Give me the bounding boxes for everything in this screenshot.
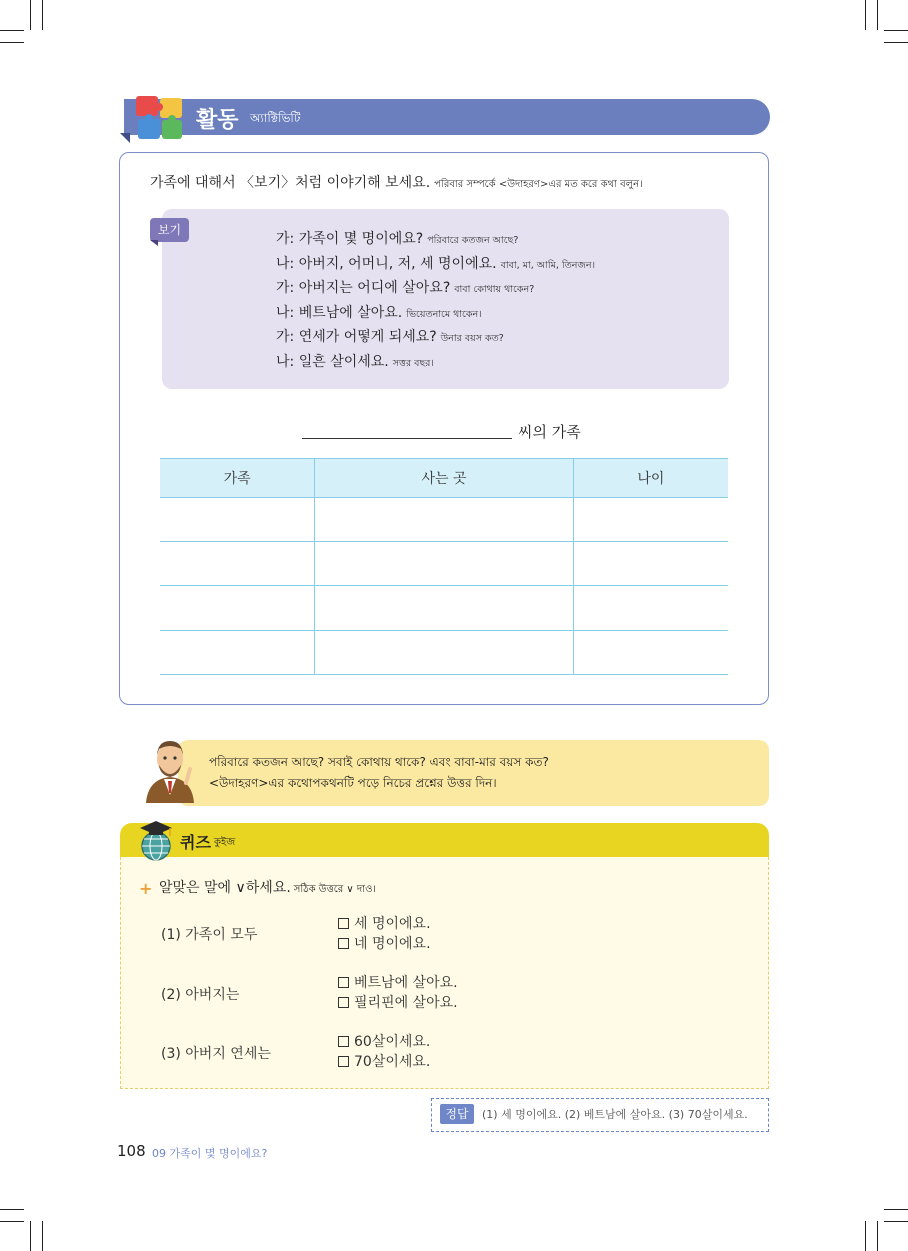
teacher-icon	[138, 735, 202, 805]
plus-icon: +	[139, 879, 153, 898]
table-cell[interactable]	[573, 498, 728, 542]
option-label: 네 명이에요.	[354, 936, 431, 952]
dialogue-line	[276, 228, 595, 253]
example-tag-fold	[150, 240, 158, 246]
activity-instruction	[150, 172, 643, 194]
example-dialogue	[276, 228, 595, 375]
name-blank-line[interactable]	[302, 438, 512, 439]
quiz-option[interactable]	[338, 934, 431, 954]
dialogue-line	[276, 253, 595, 278]
dialogue-bengali: বাবা কোথায় থাকেন?	[454, 284, 535, 295]
dialogue-line	[276, 302, 595, 327]
checkbox[interactable]	[338, 1036, 349, 1047]
crop-mark	[0, 1209, 24, 1210]
quiz-question: (2) 아버지는	[161, 987, 240, 1003]
option-label: 60살이세요.	[354, 1034, 431, 1050]
guide-note-text	[209, 752, 549, 794]
example-tag: 보기	[150, 218, 189, 242]
quiz-question: (1) 가족이 모두	[161, 927, 258, 943]
option-label: 70살이세요.	[354, 1054, 431, 1070]
quiz-instruction-korean: 알맞은 말에 ∨하세요.	[159, 880, 291, 896]
option-label: 필리핀에 살아요.	[354, 995, 458, 1011]
crop-mark	[884, 1209, 908, 1210]
table-header: 사는 곳	[315, 459, 573, 498]
dialogue-bengali: সত্তর বছর।	[392, 357, 434, 369]
quiz-options	[338, 1032, 430, 1072]
crop-mark	[0, 1221, 24, 1222]
checkbox[interactable]	[338, 997, 349, 1008]
table-row	[160, 586, 728, 630]
graduation-globe-icon	[136, 818, 176, 862]
quiz-subtitle: কুইজ	[214, 837, 236, 848]
option-label: 세 명이에요.	[354, 916, 431, 932]
checkbox[interactable]	[338, 1056, 349, 1067]
dialogue-bengali: পরিবারে কতজন আছে?	[427, 235, 519, 246]
checkbox[interactable]	[338, 977, 349, 988]
dialogue-line	[276, 351, 595, 376]
instruction-bengali: পরিবার সম্পর্কে <উদাহরণ>এর মত করে কথা বলুন।	[434, 179, 643, 190]
dialogue-line	[276, 326, 595, 351]
quiz-option[interactable]	[338, 973, 458, 993]
crop-mark	[884, 30, 908, 31]
checkbox[interactable]	[338, 918, 349, 929]
dialogue-korean: 나: 일흔 살이세요.	[276, 353, 389, 370]
dialogue-korean: 가: 가족이 몇 명이에요?	[276, 231, 424, 247]
table-cell[interactable]	[160, 630, 315, 674]
dialogue-korean: 가: 연세가 어떻게 되세요?	[276, 329, 437, 345]
crop-mark	[30, 1221, 31, 1251]
note-line: পরিবারে কতজন আছে? সবাই কোথায় থাকে? এবং বাবা-মার বয়স কত?	[209, 755, 549, 769]
quiz-title: 퀴즈	[180, 833, 211, 852]
table-cell[interactable]	[315, 498, 573, 542]
dialogue-line	[276, 277, 595, 302]
quiz-instruction	[159, 877, 376, 899]
activity-header-fold	[120, 133, 130, 143]
quiz-option[interactable]	[338, 1052, 430, 1072]
instruction-korean: 가족에 대해서 〈보기〉처럼 이야기해 보세요.	[150, 175, 431, 191]
table-cell[interactable]	[160, 586, 315, 630]
page-number: 108	[117, 1142, 146, 1160]
table-row	[160, 630, 728, 674]
crop-mark	[884, 42, 908, 43]
crop-mark	[877, 0, 878, 30]
activity-title: 활동	[196, 108, 239, 133]
table-header-row	[160, 459, 728, 498]
crop-mark	[865, 1221, 866, 1251]
crop-mark	[42, 0, 43, 30]
table-cell[interactable]	[573, 630, 728, 674]
table-cell[interactable]	[160, 542, 315, 586]
table-cell[interactable]	[573, 586, 728, 630]
crop-mark	[877, 1221, 878, 1251]
dialogue-bengali: ভিয়েতনামে থাকেন।	[406, 308, 482, 320]
quiz-options	[338, 914, 431, 954]
dialogue-bengali: উনার বয়স কত?	[440, 333, 504, 344]
crop-mark	[0, 30, 24, 31]
dialogue-korean: 가: 아버지는 어디에 살아요?	[276, 280, 451, 296]
quiz-option[interactable]	[338, 914, 431, 934]
crop-mark	[30, 0, 31, 30]
note-line: <উদাহরণ>এর কথোপকথনটি পড়ে নিচের প্রশ্নের উত্তর দিন।	[209, 776, 497, 790]
table-header: 가족	[160, 459, 315, 498]
family-label: 씨의 가족	[518, 423, 581, 441]
quiz-question: (3) 아버지 연세는	[161, 1046, 271, 1062]
crop-mark	[865, 0, 866, 30]
table-cell[interactable]	[315, 542, 573, 586]
table-cell[interactable]	[573, 542, 728, 586]
crop-mark	[42, 1221, 43, 1251]
table-cell[interactable]	[160, 498, 315, 542]
table-row	[160, 542, 728, 586]
crop-mark	[884, 1221, 908, 1222]
crop-mark	[0, 42, 24, 43]
quiz-option[interactable]	[338, 1032, 430, 1052]
checkbox[interactable]	[338, 938, 349, 949]
dialogue-korean: 나: 아버지, 어머니, 저, 세 명이에요.	[276, 255, 497, 272]
table-header: 나이	[573, 459, 728, 498]
dialogue-bengali: বাবা, মা, আমি, তিনজন।	[500, 259, 595, 271]
option-label: 베트남에 살아요.	[354, 975, 458, 991]
table-cell[interactable]	[315, 630, 573, 674]
quiz-option[interactable]	[338, 993, 458, 1013]
chapter-title: 09 가족이 몇 명이에요?	[152, 1147, 268, 1160]
dialogue-korean: 나: 베트남에 살아요.	[276, 304, 403, 321]
quiz-instruction-bengali: সঠিক উত্তরে ∨ দাও।	[293, 884, 377, 895]
table-row	[160, 498, 728, 542]
answer-tag: 정답	[440, 1104, 474, 1124]
family-table	[160, 458, 728, 675]
answer-text: (1) 세 명이에요. (2) 베트남에 살아요. (3) 70살이세요.	[482, 1108, 748, 1121]
activity-subtitle: অ্যাক্টিভিটি	[250, 111, 301, 125]
quiz-options	[338, 973, 458, 1013]
puzzle-icon	[134, 94, 186, 142]
table-cell[interactable]	[315, 586, 573, 630]
